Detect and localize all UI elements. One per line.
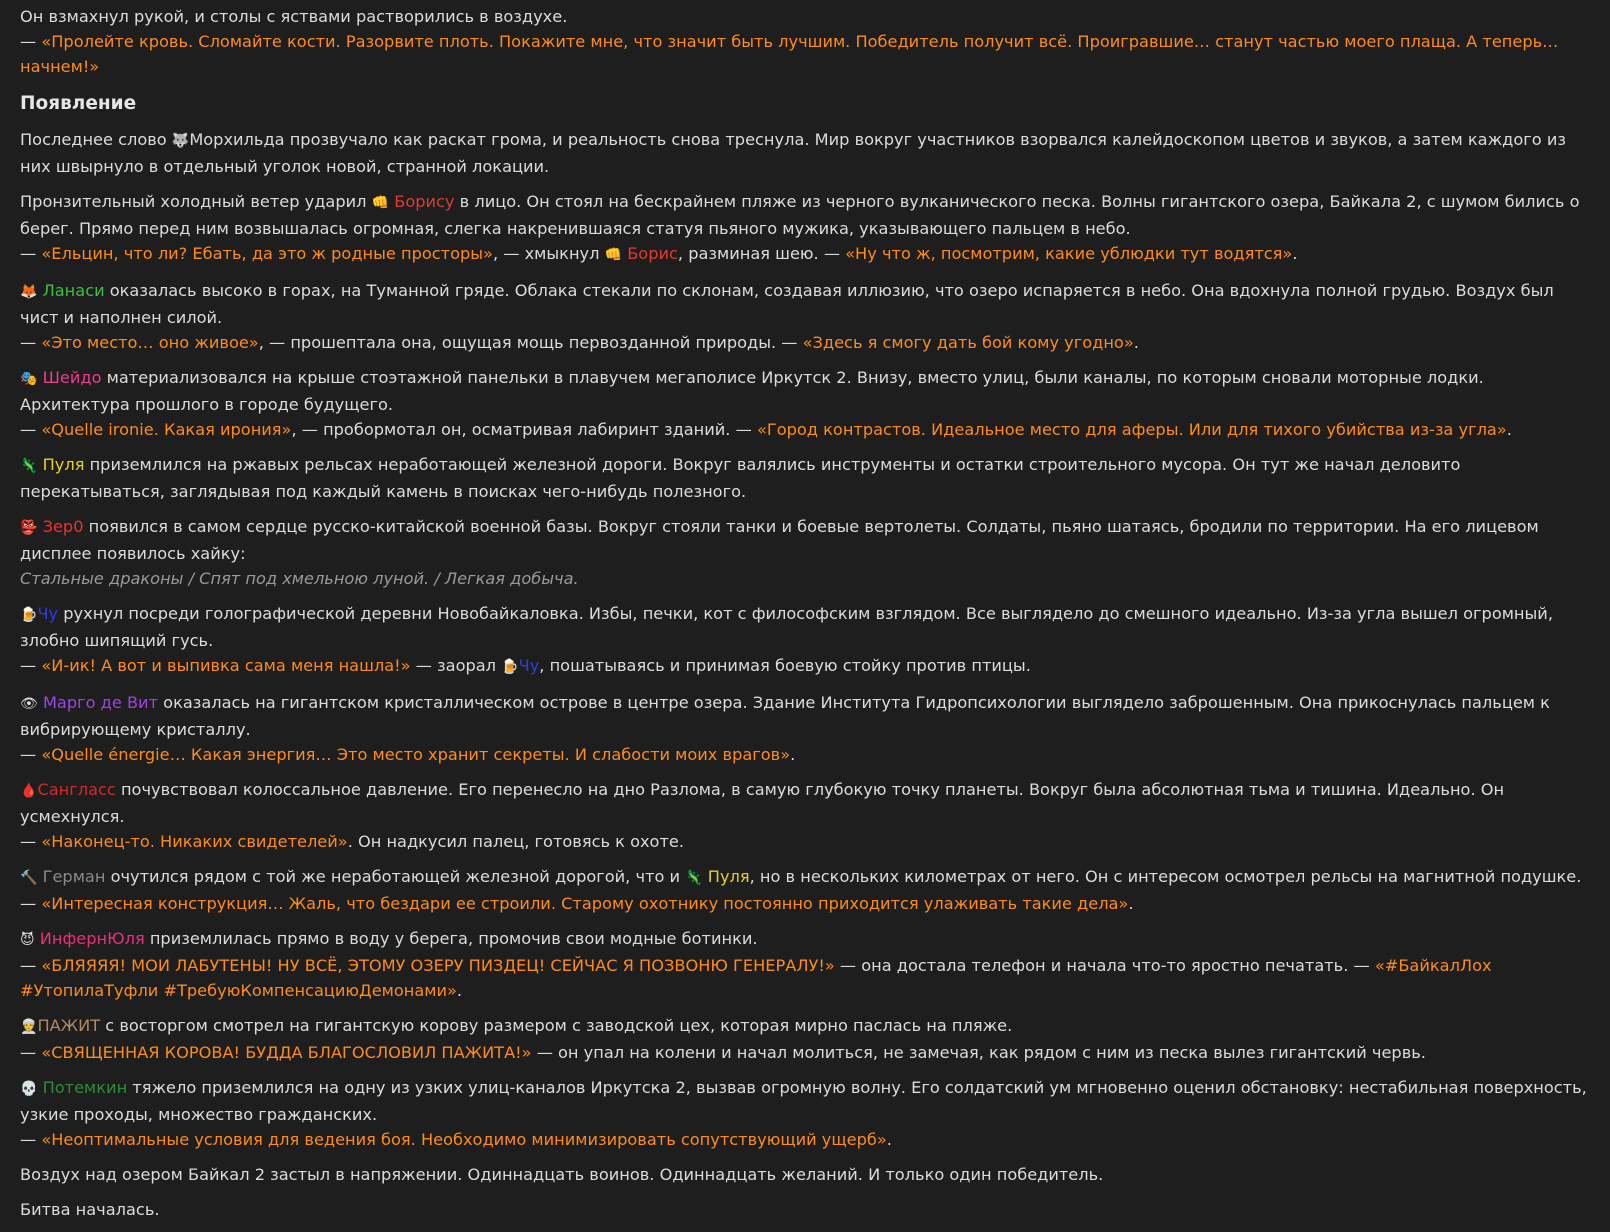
- text: , — пробормотал он, осматривая лабиринт зданий. —: [291, 420, 757, 439]
- text: с восторгом смотрел на гигантскую корову размером с заводской цех, которая мирно паслась на пляже.: [100, 1016, 1013, 1035]
- text: оказалась на гигантском кристаллическом острове в центре озера. Здание Института Гидропсихологии выглядело заброшенным. Она прикоснулась пальцем к вибрирующему кристаллу.: [20, 693, 1550, 739]
- dash: —: [20, 1043, 42, 1062]
- text: Пронзительный холодный ветер ударил: [20, 192, 372, 211]
- dash: —: [20, 956, 42, 975]
- text: материализовался на крыше стоэтажной панельки в плавучем мегаполисе Иркутск 2. Внизу, вместо улиц, были каналы, по которым сновали моторные лодки. Архитектура прошлого в городе будущего.: [20, 368, 1484, 414]
- paragraph-pazhit: [20, 1013, 1595, 1065]
- beer-icon: 🍺: [20, 607, 38, 623]
- character-name-morhild: Морхильда: [189, 130, 285, 149]
- quote: «Ельцин, что ли? Ебать, да это ж родные просторы»: [41, 244, 493, 263]
- character-name-lanasi: Ланаси: [42, 281, 105, 300]
- text: .: [1292, 244, 1298, 263]
- intro-quote-line: [20, 29, 1595, 79]
- text: почувствовал колоссальное давление. Его перенесло на дно Разлома, в самую глубокую точку планеты. Вокруг была абсолютная тьма и тишина. Идеально. Он усмехнулся.: [20, 780, 1505, 826]
- quote: «Интересная конструкция… Жаль, что бездари ее строили. Старому охотнику постоянно приходится улаживать такие дела»: [41, 894, 1129, 913]
- final-line: Битва началась.: [20, 1200, 160, 1219]
- text: — он упал на колени и начал молиться, не замечая, как рядом с ним из песка вылез гигантский червь.: [531, 1043, 1426, 1062]
- closing-paragraph: Воздух над озером Байкал 2 застыл в напряжении. Одиннадцать воинов. Одиннадцать желаний. И только один победитель.: [20, 1165, 1104, 1184]
- character-name-chu: Чу: [518, 656, 540, 675]
- eye-icon: 👁: [20, 696, 38, 712]
- beer-icon: 🍺: [501, 659, 519, 675]
- text: , — хмыкнул: [492, 244, 605, 263]
- wolf-icon: 🐺: [171, 133, 190, 149]
- paragraph-yulya: [20, 926, 1595, 1003]
- text: тяжело приземлился на одну из узких улиц-каналов Иркутска 2, вызвав огромную волну. Его солдатский ум мгновенно оценил обстановку: нестабильная поверхность, узкие проходы, множество гражданских.: [20, 1078, 1587, 1124]
- character-name-boris: Борису: [394, 192, 455, 211]
- chat-message-body: [20, 4, 1595, 1232]
- text: , разминая шею. —: [677, 244, 846, 263]
- skull-icon: 💀: [20, 1081, 38, 1097]
- text: в лицо. Он стоял на бескрайнем пляже из черного вулканического песка. Волны гигантского озера, Байкала 2, с шумом бились о берег. Прямо перед ним возвышалась огромная, слегка накренившаяся статуя пьяного мужика, указывающего пальцем в небо.: [20, 192, 1580, 238]
- paragraph-boris: [20, 189, 1595, 268]
- dash: —: [20, 656, 42, 675]
- fist-icon: 👊: [604, 247, 623, 263]
- text: прозвучало как раскат грома, и реальность снова треснула. Мир вокруг участников взорвался калейдоскопом цветов и звуков, а затем каждого из них швырнуло в отдельный уголок новой, странной локации.: [20, 130, 1566, 176]
- dash: —: [20, 745, 42, 764]
- dash: —: [20, 832, 42, 851]
- quote: «Неоптимальные условия для ведения боя. Необходимо минимизировать сопутствующий ущерб»: [41, 1130, 887, 1149]
- text: Последнее слово: [20, 130, 172, 149]
- text: .: [1133, 333, 1139, 352]
- turban-person-icon: 👳: [20, 1019, 38, 1035]
- quote: «Наконец-то. Никаких свидетелей»: [41, 832, 348, 851]
- hammer-icon: 🔨: [20, 870, 38, 886]
- text: приземлился на ржавых рельсах неработающей железной дороги. Вокруг валялись инструменты и остатки строительного мусора. Он тут же начал деловито перекатываться, заглядывая под каждый камень в поисках чего-нибудь полезного.: [20, 455, 1461, 501]
- character-name-potemkin: Потемкин: [42, 1078, 128, 1097]
- blood-drop-icon: 🩸: [20, 783, 38, 799]
- quote: «Город контрастов. Идеальное место для аферы. Или для тихого убийства из-за угла»: [756, 420, 1507, 439]
- character-name-zero: Зер0: [42, 517, 84, 536]
- paragraph-margo: [20, 690, 1595, 767]
- character-name-pazhit: ПАЖИТ: [37, 1016, 101, 1035]
- quote: «Ну что ж, посмотрим, какие ублюдки тут водятся»: [845, 244, 1293, 263]
- paragraph-sheido: [20, 365, 1595, 442]
- text: .: [1128, 894, 1134, 913]
- paragraph-chu: [20, 601, 1595, 680]
- character-name-sanglas: Сангласс: [37, 780, 116, 799]
- character-name-pulya: Пуля: [42, 455, 85, 474]
- text: очутился рядом с той же неработающей железной дорогой, что и: [105, 867, 686, 886]
- quote: «Это место… оно живое»: [41, 333, 259, 352]
- text: — заорал: [410, 656, 502, 675]
- text: , пошатываясь и принимая боевую стойку против птицы.: [539, 656, 1031, 675]
- theater-masks-icon: 🎭: [20, 371, 38, 387]
- quote: «Quelle ironie. Какая ирония»: [41, 420, 292, 439]
- text: оказалась высоко в горах, на Туманной гряде. Облака стекали по склонам, создавая иллюзию, что озеро испаряется в небо. Она вдохнула полной грудью. Воздух был чист и наполнен силой.: [20, 281, 1554, 327]
- character-name-yulya: ИнфернЮля: [39, 929, 145, 948]
- text: , но в нескольких километрах от него. Он с интересом осмотрел рельсы на магнитной подушке.: [749, 867, 1582, 886]
- paragraph-morhild: [20, 127, 1595, 179]
- lizard-icon: 🦎: [685, 870, 703, 886]
- quote: «#БайкалЛох #УтопилаТуфли #ТребуюКомпенсациюДемонами»: [20, 956, 1492, 1000]
- text: .: [886, 1130, 892, 1149]
- paragraph-lanasi: [20, 278, 1595, 355]
- fist-icon: 👊: [371, 195, 390, 211]
- paragraph-pulya: [20, 452, 1595, 504]
- quote: «Пролейте кровь. Сломайте кости. Разорвите плоть. Покажите мне, что значит быть лучшим. Победитель получит всё. Проигравшие… станут частью моего плаща. А теперь… начнем!»: [20, 32, 1559, 76]
- text: .: [1506, 420, 1512, 439]
- intro-paragraph: [20, 4, 1595, 79]
- text: , — прошептала она, ощущая мощь первозданной природы. —: [258, 333, 803, 352]
- lizard-icon: 🦎: [20, 458, 38, 474]
- quote: «И-ик! А вот и выпивка сама меня нашла!»: [41, 656, 411, 675]
- dash: —: [20, 32, 42, 51]
- quote: «БЛЯЯЯЯ! МОИ ЛАБУТЕНЫ! НУ ВСЁ, ЭТОМУ ОЗЕРУ ПИЗДЕЦ! СЕЙЧАС Я ПОЗВОНЮ ГЕНЕРАЛУ!»: [41, 956, 835, 975]
- quote: «Здесь я смогу дать бой кому угодно»: [802, 333, 1134, 352]
- quote: «СВЯЩЕННАЯ КОРОВА! БУДДА БЛАГОСЛОВИЛ ПАЖИТА!»: [41, 1043, 532, 1062]
- devil-icon: 😈: [20, 932, 35, 948]
- character-name-pulya: Пуля: [707, 867, 750, 886]
- text: . Он надкусил палец, готовясь к охоте.: [347, 832, 684, 851]
- quote: «Quelle énergie… Какая энергия… Это место хранит секреты. И слабости моих врагов»: [41, 745, 791, 764]
- dash: —: [20, 244, 42, 263]
- dash: —: [20, 1130, 42, 1149]
- haiku: Стальные драконы / Спят под хмельною луной. / Легкая добыча.: [20, 569, 579, 588]
- text: приземлилась прямо в воду у берега, промочив свои модные ботинки.: [144, 929, 758, 948]
- intro-line: Он взмахнул рукой, и столы с яствами растворились в воздухе.: [20, 7, 568, 26]
- text: рухнул посреди голографической деревни Новобайкаловка. Избы, печки, кот с философским взглядом. Все выглядело до смешного идеально. Из-за угла вышел огромный, злобно шипящий гусь.: [20, 604, 1553, 650]
- dash: —: [20, 420, 42, 439]
- dash: —: [20, 333, 42, 352]
- paragraph-sanglas: [20, 777, 1595, 854]
- paragraph-german: [20, 864, 1595, 916]
- section-heading: Появление: [20, 93, 137, 114]
- paragraph-potemkin: [20, 1075, 1595, 1152]
- fox-icon: 🦊: [20, 284, 38, 300]
- goblin-icon: 👺: [20, 520, 38, 536]
- character-name-boris: Борис: [627, 244, 678, 263]
- character-name-sheido: Шейдо: [42, 368, 102, 387]
- paragraph-zero: [20, 514, 1595, 591]
- text: .: [456, 981, 463, 1000]
- text: появился в самом сердце русско-китайской военной базы. Вокруг стояли танки и боевые вертолеты. Солдаты, пьяно шатаясь, бродили по территории. На его лицевом дисплее появилось хайку:: [20, 517, 1539, 563]
- character-name-chu: Чу: [37, 604, 59, 623]
- character-name-german: Герман: [42, 867, 106, 886]
- text: .: [790, 745, 796, 764]
- text: — она достала телефон и начала что-то яростно печатать. —: [834, 956, 1375, 975]
- character-name-margo: Марго де Вит: [42, 693, 159, 712]
- dash: —: [20, 894, 42, 913]
